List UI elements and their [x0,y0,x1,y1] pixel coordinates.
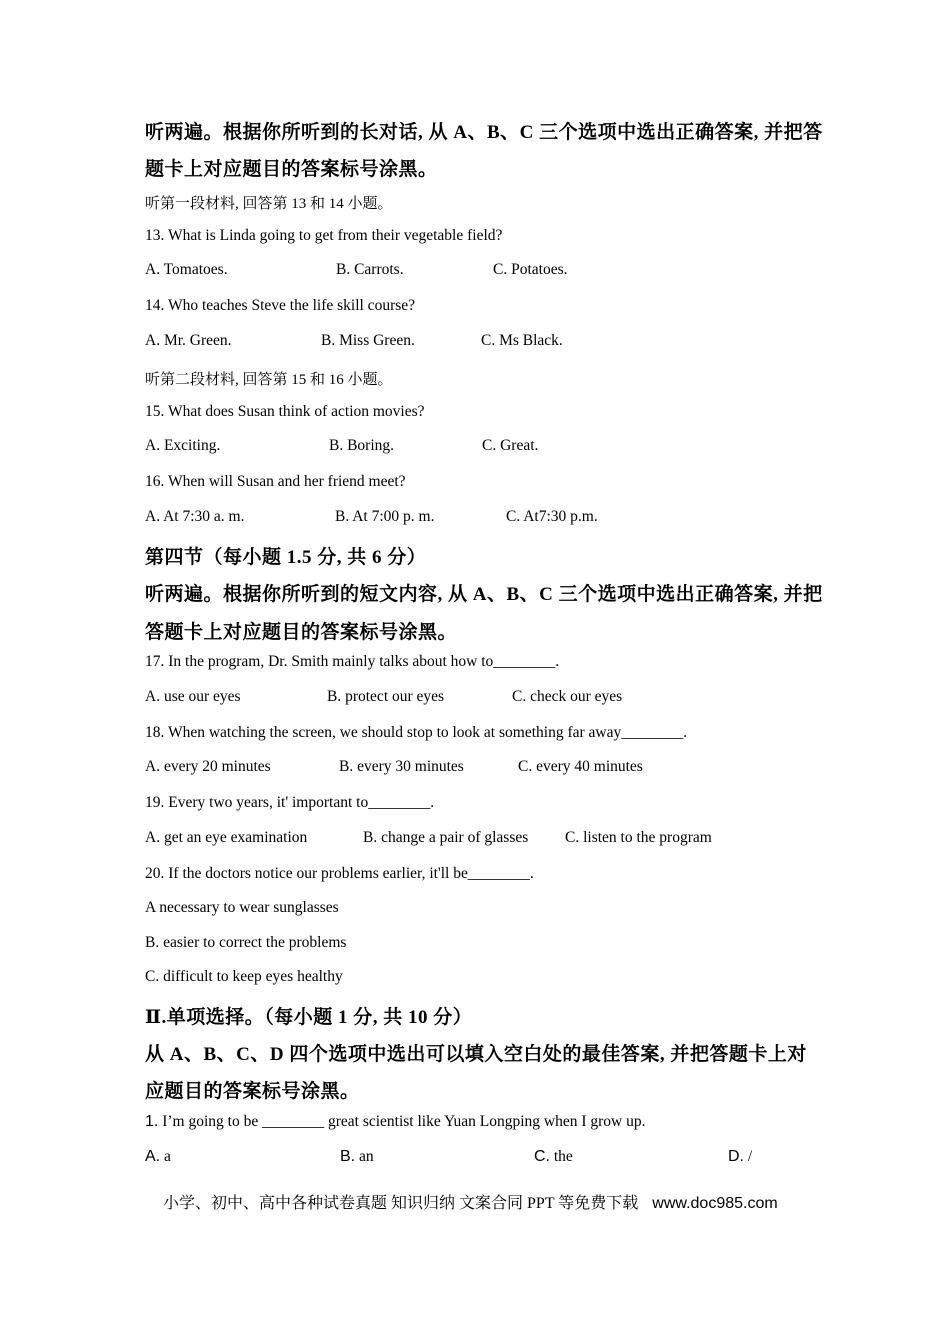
option-1c [534,1148,573,1166]
section4-instruction-line1: 听两遍。根据你所听到的短文内容, 从 A、B、C 三个选项中选出正确答案, 并把 [145,584,823,605]
part2-instruction-line2: 应题目的答案标号涂黑。 [145,1081,360,1102]
option-1b-letter: B. [340,1148,356,1165]
option-14a: A. Mr. Green. [145,332,232,349]
option-17a: A. use our eyes [145,688,241,705]
option-1a-letter: A. [145,1148,161,1165]
question-17: 17. In the program, Dr. Smith mainly talks about how to________. [145,653,560,670]
option-20b: B. easier to correct the problems [145,934,347,951]
section3-instruction-line1: 听两遍。根据你所听到的长对话, 从 A、B、C 三个选项中选出正确答案, 并把答 [145,122,823,143]
option-14b: B. Miss Green. [321,332,415,349]
part2-instruction-line1: 从 A、B、C、D 四个选项中选出可以填入空白处的最佳答案, 并把答题卡上对 [145,1044,807,1065]
option-1d-letter: D. [728,1148,744,1165]
option-16c: C. At7:30 p.m. [506,508,598,525]
option-17b: B. protect our eyes [327,688,445,705]
question-1-number: 1. [145,1113,159,1130]
option-18c: C. every 40 minutes [518,758,643,775]
footer-text: 小学、初中、高中各种试卷真题 知识归纳 文案合同 PPT 等免费下载 [163,1195,639,1212]
option-1c-letter: C. [534,1148,550,1165]
option-18a: A. every 20 minutes [145,758,271,775]
option-15a: A. Exciting. [145,437,221,454]
question-16: 16. When will Susan and her friend meet? [145,473,406,490]
option-15c: C. Great. [482,437,539,454]
option-13a: A. Tomatoes. [145,261,228,278]
option-19a: A. get an eye examination [145,829,308,846]
option-1d-text: / [747,1148,753,1165]
question-15: 15. What does Susan think of action movies? [145,403,425,420]
page-footer [163,1190,778,1213]
option-16a: A. At 7:30 a. m. [145,508,245,525]
question-18: 18. When watching the screen, we should stop to look at something far away________. [145,724,688,741]
footer-url[interactable]: www.doc985.com [652,1195,778,1212]
option-14c: C. Ms Black. [481,332,563,349]
question-20: 20. If the doctors notice our problems earlier, it'll be________. [145,865,534,882]
option-13c: C. Potatoes. [493,261,568,278]
option-16b: B. At 7:00 p. m. [335,508,435,525]
question-19: 19. Every two years, it' important to________. [145,794,435,811]
option-19b: B. change a pair of glasses [363,829,529,846]
option-1b-text: an [359,1148,374,1165]
question-1 [145,1113,646,1131]
option-1a [145,1148,171,1166]
option-19c: C. listen to the program [565,829,712,846]
part2-heading: Ⅱ.单项选择。（每小题 1 分, 共 10 分） [145,1007,473,1028]
section4-instruction-line2: 答题卡上对应题目的答案标号涂黑。 [145,622,458,643]
option-20c: C. difficult to keep eyes healthy [145,968,343,985]
option-18b: B. every 30 minutes [339,758,464,775]
option-20a: A necessary to wear sunglasses [145,899,339,916]
option-1b [340,1148,374,1166]
option-1d [728,1148,752,1166]
question-1-text: I’m going to be ________ great scientist like Yuan Longping when I grow up. [162,1113,646,1130]
section4-heading: 第四节（每小题 1.5 分, 共 6 分） [145,547,427,568]
option-17c: C. check our eyes [512,688,623,705]
question-13: 13. What is Linda going to get from their vegetable field? [145,227,503,244]
section3-instruction-line2: 题卡上对应题目的答案标号涂黑。 [145,159,438,180]
material-note: 听第一段材料, 回答第 13 和 14 小题。 [145,196,393,212]
option-13b: B. Carrots. [336,261,404,278]
option-1c-text: the [553,1148,573,1165]
option-1a-text: a [164,1148,171,1165]
option-15b: B. Boring. [329,437,395,454]
question-14: 14. Who teaches Steve the life skill course? [145,297,416,314]
material-note: 听第二段材料, 回答第 15 和 16 小题。 [145,372,393,388]
